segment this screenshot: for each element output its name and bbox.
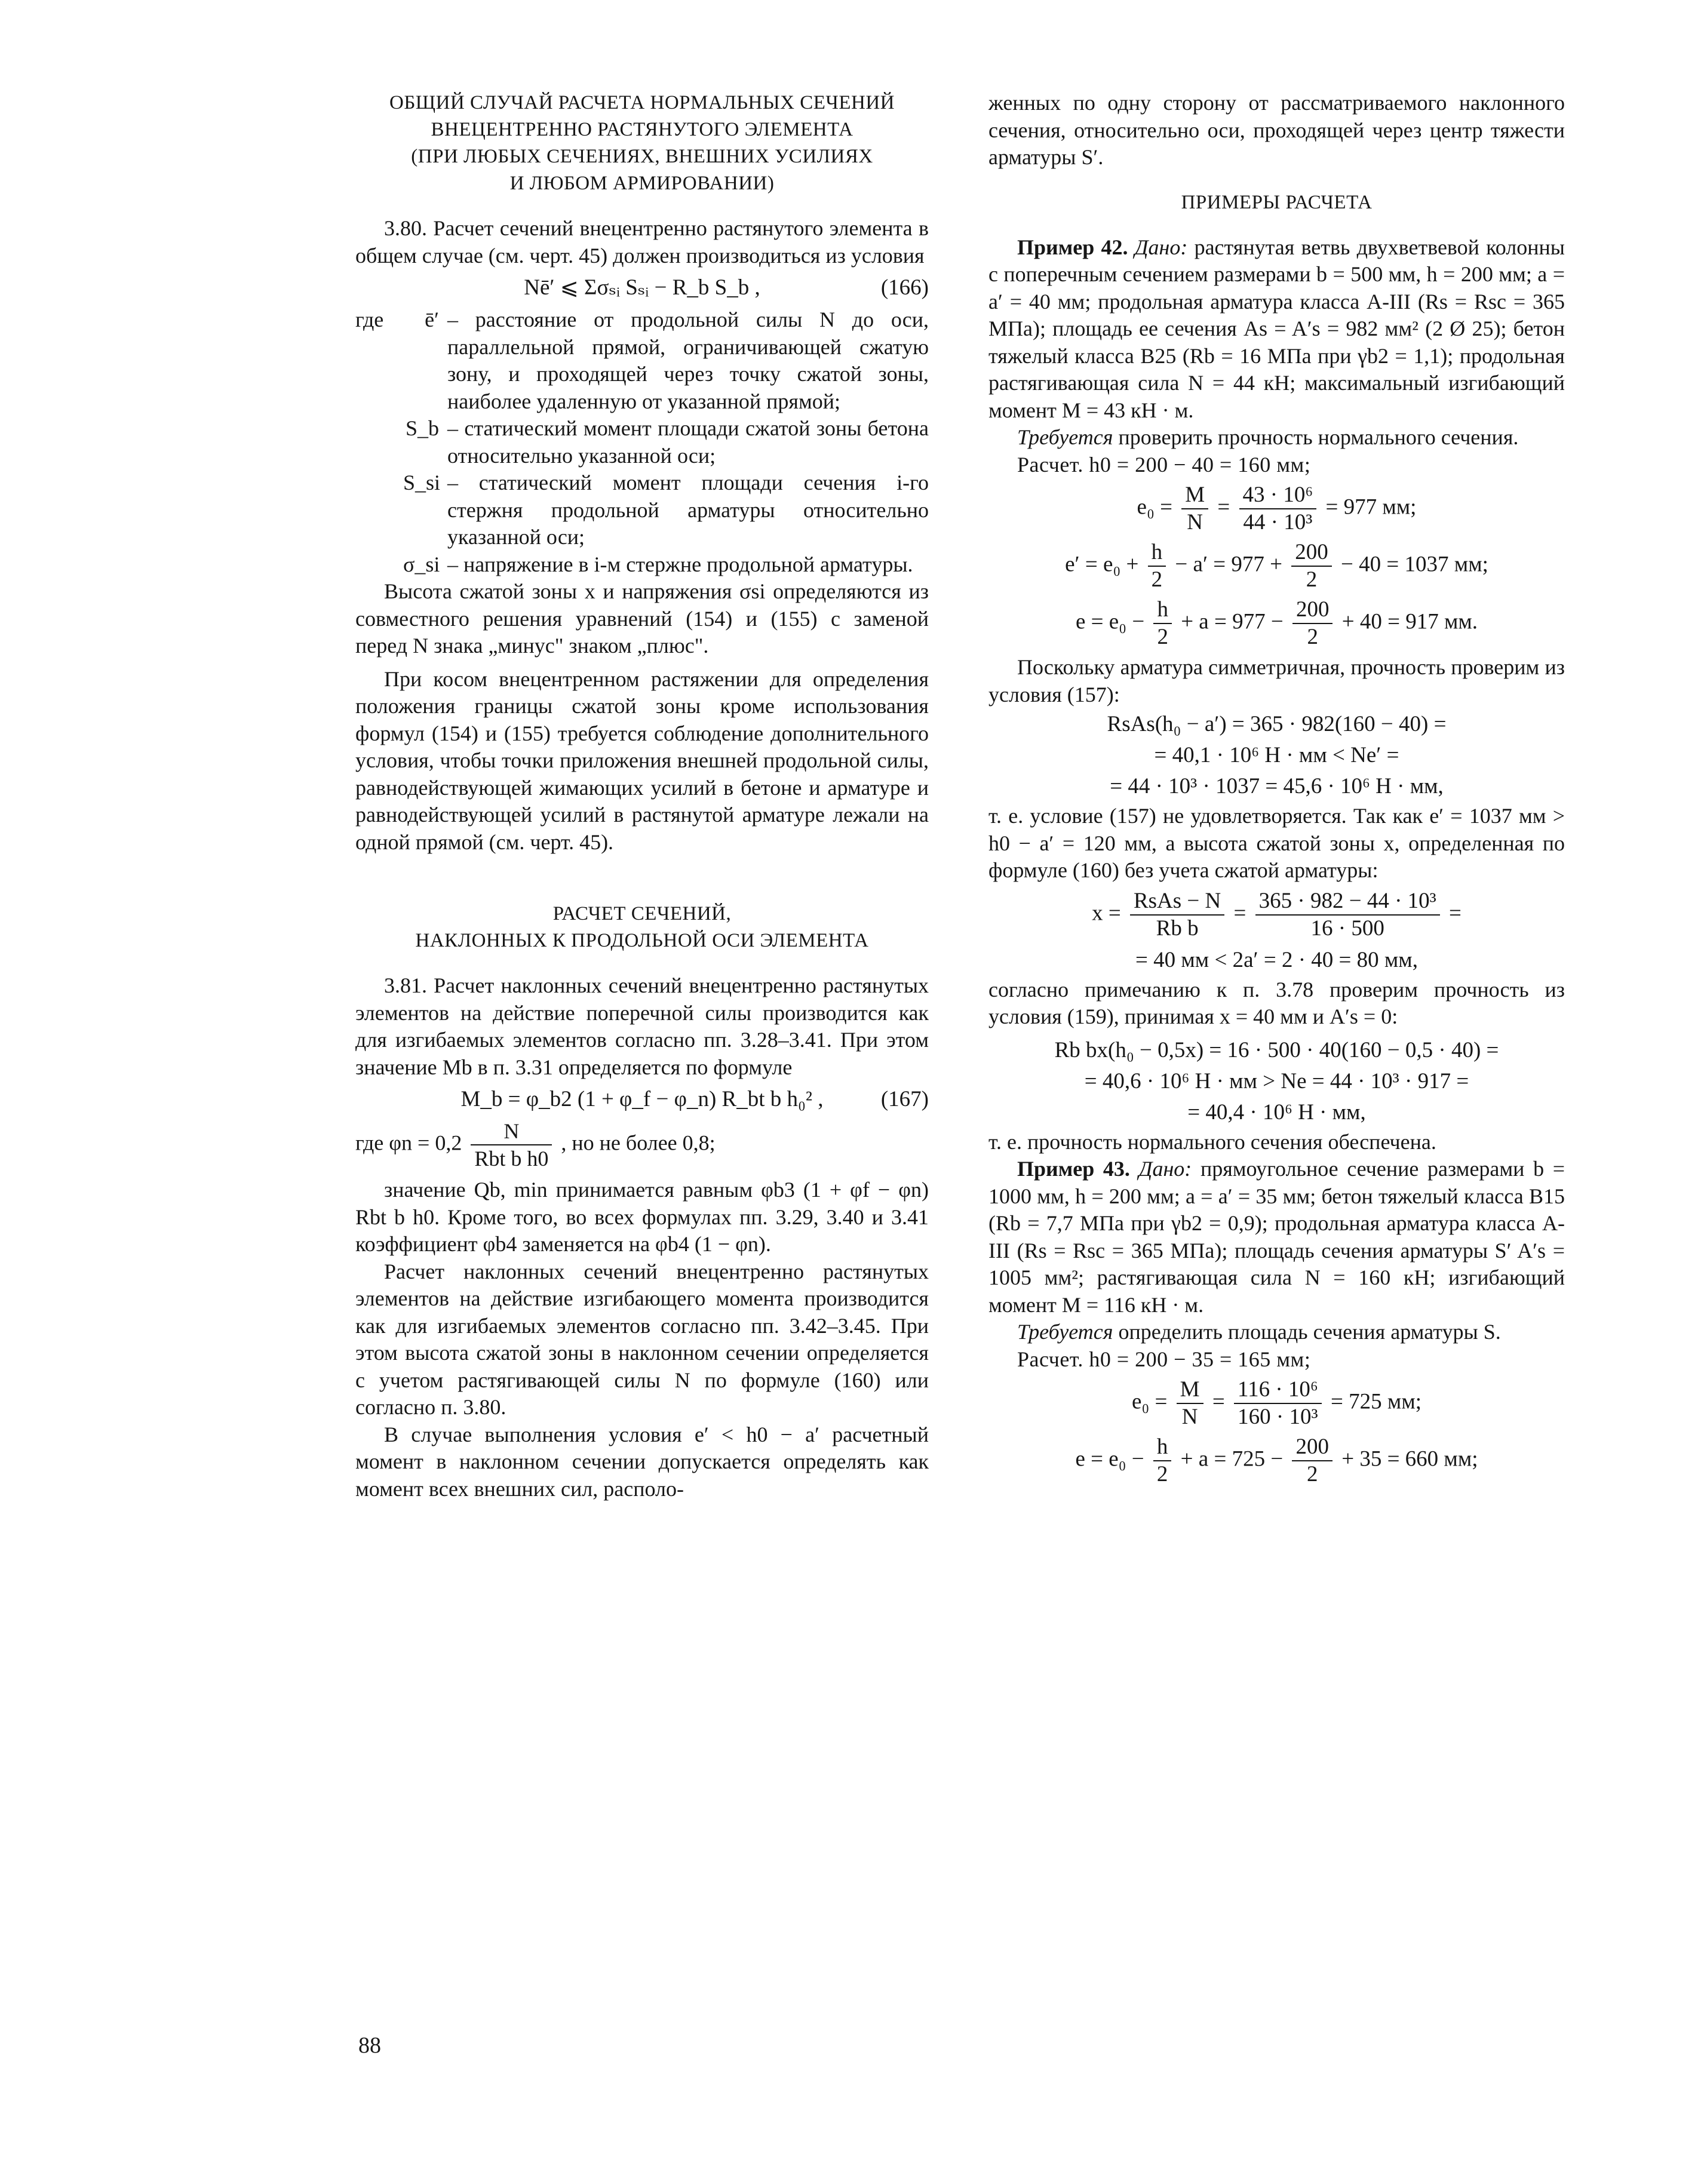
page-number: 88	[358, 2033, 381, 2058]
equation-166-body: Nē′ ⩽ Σσₛᵢ Sₛᵢ − R_b S_b ,	[524, 275, 760, 300]
example-42-equation-x-line2: = 40 мм < 2a′ = 2 · 40 = 80 мм,	[1135, 947, 1418, 972]
example-42-conclusion: т. е. прочность нормального сечения обеспечена.	[988, 1129, 1436, 1154]
example-43-equation-e0: e₀ = $\frac{M}{N}$ = $\frac{\text{116 · 10⁶}}{\text{160 · 10³}}$ = 725 мм;	[1131, 1377, 1422, 1429]
example-42-equation-e0: e₀ = $\frac{M}{N}$ = $\frac{\text{43 · 10⁶}}{\text{44 · 10³}}$ = 977 мм;	[1137, 483, 1417, 535]
example-42-condition-text: т. е. условие (157) не удовлетворяется. Так как e′ = 1037 мм > h0 − a′ = 120 мм, а высота сжатой зоны x, определенная по формуле (160) без учета сжатой арматуры:	[988, 804, 1565, 882]
phi-n-fraction: $\frac{N}{\text{Rbt b h0}}$	[471, 1118, 552, 1172]
equation-166	[355, 273, 929, 303]
definition-sb: S_b – статический момент площади сжатой зоны бетона относительно указанной оси;	[405, 416, 929, 468]
example-42-equation-159-line3: = 40,4 · 10⁶ Н · мм,	[1187, 1099, 1366, 1125]
section-heading-examples: ПРИМЕРЫ РАСЧЕТА	[1181, 191, 1373, 213]
example-42-equation-157-line2: = 40,1 · 10⁶ Н · мм < Ne′ =	[1154, 743, 1399, 767]
paragraph-qb-min: значение Qb, min принимается равным φb3 (1 + φf − φn) Rbt b h0. Кроме того, во всех формулах пп. 3.29, 3.40 и 3.41 коэффициент φb4 заменяется на φb4 (1 − φn).	[355, 1178, 929, 1256]
definition-sigma-si: σ_si – напряжение в i-м стержне продольной арматуры.	[403, 552, 913, 576]
paragraph-oblique-tension: При косом внецентренном растяжении для определения положения границы сжатой зоны кроме использования формул (154) и (155) требуется соблюдение дополнительного условия, чтобы точки приложения внешней продольной силы, равнодействующей жимающих усилий в бетоне и арматуре и равнодействующей усилий в растянутой арматуре лежали на одной прямой (см. черт. 45).	[355, 666, 929, 854]
equation-number-167: (167)	[880, 1087, 929, 1111]
section-heading-general-case: ОБЩИЙ СЛУЧАЙ РАСЧЕТА НОРМАЛЬНЫХ СЕЧЕНИЙ ВНЕЦЕНТРЕННО РАСТЯНУТОГО ЭЛЕМЕНТА (ПРИ ЛЮБЫХ СЕЧЕНИЯХ, ВНЕШНИХ УСИЛИЯХ И ЛЮБОМ АРМИРОВАНИИ)	[389, 92, 895, 194]
paragraph-3-81: 3.81. Расчет наклонных сечений внецентренно растянутых элементов на действие поперечной силы производится как для изгибаемых элементов согласно пп. 3.28–3.41. При этом значение Mb в п. 3.31 определяется по формуле	[355, 973, 929, 1079]
definition-e-bar: где ē′ – расстояние от продольной силы N до оси, параллельной прямой, ограничивающей сжатую зону, и проходящей через точку сжатой зоны, наиболее удаленную от указанной прямой;	[355, 308, 929, 413]
example-42-equation-157-line1: RsAs(h₀ − a′) = 365 · 982(160 − 40) =	[1107, 712, 1447, 736]
left-column	[355, 90, 929, 1503]
section-heading-inclined-sections: РАСЧЕТ СЕЧЕНИЙ, НАКЛОННЫХ К ПРОДОЛЬНОЙ ОСИ ЭЛЕМЕНТА	[415, 903, 869, 951]
example-43-required: Требуется определить площадь сечения арматуры S.	[1017, 1320, 1501, 1344]
example-43-calc-start: Расчет. h0 = 200 − 35 = 165 мм;	[1017, 1347, 1311, 1371]
example-42-calc-start: Расчет. h0 = 200 − 40 = 160 мм;	[1017, 452, 1311, 477]
phi-n-definition: где φn = 0,2 $\frac{N}{\text{Rbt b h0}}$ , но не более 0,8;	[355, 1119, 716, 1171]
example-42-equation-e-prime: e′ = e₀ + $\frac{h}{2}$ − a′ = 977 + $\frac{200}{2}$ − 40 = 1037 мм;	[1065, 540, 1488, 592]
example-42-note-text: согласно примечанию к п. 3.78 проверим прочность из условия (159), принимая x = 40 мм и A′s = 0:	[988, 977, 1565, 1028]
definition-ssi: S_si – статический момент площади сечения i-го стержня продольной арматуры относительно указанной оси;	[403, 471, 929, 549]
equation-167-body: M_b = φ_b2 (1 + φ_f − φ_n) R_bt b h₀² ,	[460, 1087, 824, 1111]
example-42-equation-159-line1: Rb bx(h₀ − 0,5x) = 16 · 500 · 40(160 − 0,5 · 40) =	[1054, 1037, 1499, 1062]
paragraph-bending-moment: Расчет наклонных сечений внецентренно растянутых элементов на действие изгибающего момента производится как для изгибаемых элементов согласно пп. 3.42–3.45. При этом высота сжатой зоны в наклонном сечении определяется с учетом растягивающей силы N по формуле (160) или согласно п. 3.80.	[355, 1259, 929, 1419]
right-column	[988, 90, 1565, 1491]
example-42-required: Требуется проверить прочность нормального сечения.	[1017, 425, 1519, 449]
paragraph-continuation: женных по одну сторону от рассматриваемого наклонного сечения, относительно оси, проходящей через центр тяжести арматуры S′.	[988, 91, 1565, 169]
example-43-given: Пример 43. Дано: прямоугольное сечение размерами b = 1000 мм, h = 200 мм; a = a′ = 35 мм; бетон тяжелый класса В15 (Rb = 7,7 МПа при γb2 = 0,9); продольная арматура класса А-III (Rs = Rsc = 365 МПа); площадь сечения арматуры S′ A′s = 1005 мм²; растягивающая сила N = 160 кН; изгибающий момент M = 116 кН · м.	[988, 1157, 1565, 1317]
example-43-equation-e: e = e₀ − $\frac{h}{2}$ + a = 725 − $\frac{200}{2}$ + 35 = 660 мм;	[1075, 1435, 1478, 1486]
equation-167	[355, 1085, 929, 1114]
paragraph-3-80: 3.80. Расчет сечений внецентренно растянутого элемента в общем случае (см. черт. 45) должен производиться из условия	[355, 216, 929, 268]
example-42-equation-x: x = $\frac{\text{RsAs − N}}{\text{Rb b}}$ = $\frac{\text{365 · 982 − 44 · 10³}}{16 \cdot 500}$ =	[1092, 888, 1462, 941]
example-42-equation-157-line3: = 44 · 10³ · 1037 = 45,6 · 10⁶ Н · мм,	[1110, 774, 1444, 798]
example-42-equation-159-line2: = 40,6 · 10⁶ Н · мм > Ne = 44 · 10³ · 917 =	[1084, 1068, 1469, 1093]
equation-number-166: (166)	[880, 275, 929, 300]
example-42-equation-e: e = e₀ − $\frac{h}{2}$ + a = 977 − $\frac{200}{2}$ + 40 = 917 мм.	[1075, 597, 1478, 649]
paragraph-height-compressed-zone: Высота сжатой зоны x и напряжения σsi определяются из совместного решения уравнений (154) и (155) с заменой перед N знака „минус" знаком „плюс".	[355, 579, 929, 658]
example-42-given: Пример 42. Дано: растянутая ветвь двухветвевой колонны с поперечным сечением размерами b = 500 мм, h = 200 мм; a = a′ = 40 мм; продольная арматура класса А-III (Rs = Rsc = 365 МПа); площадь ее сечения As = A′s = 982 мм² (2 Ø 25); бетон тяжелый класса В25 (Rb = 16 МПа при γb2 = 1,1); продольная растягивающая сила N = 44 кН; максимальный изгибающий момент M = 43 кН · м.	[988, 235, 1565, 422]
definition-list	[355, 306, 929, 578]
paragraph-case-condition: В случае выполнения условия e′ < h0 − a′ расчетный момент в наклонном сечении допускается определять как момент всех внешних сил, располо-	[355, 1422, 929, 1501]
example-42-symmetric-text: Поскольку арматура симметричная, прочность проверим из условия (157):	[988, 655, 1565, 707]
